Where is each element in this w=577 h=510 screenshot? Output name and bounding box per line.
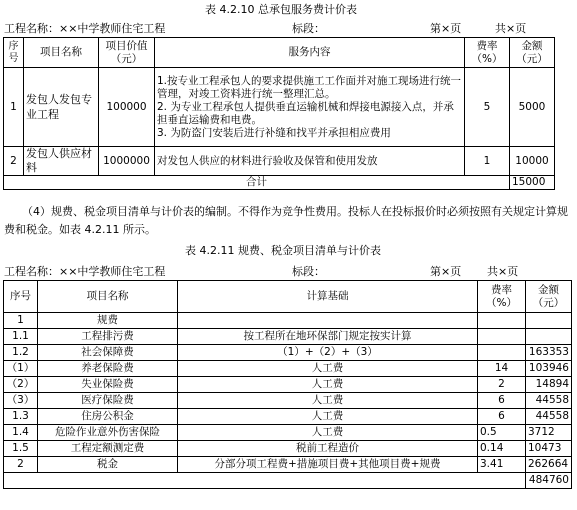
table2-header-name: 项目名称 <box>38 281 178 313</box>
body-paragraph: （4）规费、税金项目清单与计价表的编制。不得作为竞争性费用。投标人在投标报价时必须按照有关规定计算规费和税金。如表 4.2.11 所示。 <box>4 205 568 236</box>
table2-cell-basis: 人工费 <box>178 361 478 377</box>
table2-cell-amount: 103946 <box>526 361 572 377</box>
table2-cell-amount: 44558 <box>526 409 572 425</box>
table1-cell-service <box>155 68 465 147</box>
table1-total-amount: 15000 <box>510 176 555 190</box>
table1-section-label: 标段： <box>292 22 325 35</box>
table1-cell-name: 发包人供应材料 <box>24 147 99 176</box>
table1-cell-service <box>155 147 465 176</box>
table2-total-spacer <box>4 473 526 489</box>
table1-header-name: 项目名称 <box>24 38 99 68</box>
table2-cell-name: 工程定额测定费 <box>38 441 178 457</box>
table-row <box>4 329 572 345</box>
table2-header-row <box>4 281 572 313</box>
table2-cell-amount: 10473 <box>526 441 572 457</box>
table2-cell-name: 失业保险费 <box>38 377 178 393</box>
table2-cell-name: 医疗保险费 <box>38 393 178 409</box>
table2-cell-rate: 14 <box>478 361 526 377</box>
table2-cell-basis: （1）+（2）+（3） <box>178 345 478 361</box>
table1-cell-value: 100000 <box>99 68 155 147</box>
table2-cell-basis <box>178 313 478 329</box>
table1-cell-amount: 10000 <box>510 147 555 176</box>
table1-header-row <box>4 38 555 68</box>
table2-header-rate: 费率（%） <box>478 281 526 313</box>
table2-total-row <box>4 473 572 489</box>
table1-cell-rate: 1 <box>465 147 510 176</box>
table-row <box>4 377 572 393</box>
service-line: 3. 为防盗门安装后进行补缝和找平并承担相应费用 <box>157 126 391 139</box>
table2-cell-name: 住房公积金 <box>38 409 178 425</box>
table2-cell-no: 1.4 <box>4 425 38 441</box>
table2-cell-no: （1） <box>4 361 38 377</box>
table2-cell-rate: 3.41 <box>478 457 526 473</box>
table2-header-no: 序号 <box>4 281 38 313</box>
table2-cell-amount: 3712 <box>526 425 572 441</box>
table2-cell-name: 税金 <box>38 457 178 473</box>
table2-cell-basis: 人工费 <box>178 377 478 393</box>
table-row <box>4 457 572 473</box>
table2-project-label: 工程名称：××中学教师住宅工程 <box>4 265 166 278</box>
table-row <box>4 68 555 147</box>
table1-total-label: 合计 <box>4 176 510 190</box>
table2-cell-no: 1.2 <box>4 345 38 361</box>
service-line: 1.按专业工程承包人的要求提供施工工作面并对施工现场进行统一管理，对竣工资料进行统一整理汇总。 <box>157 74 462 100</box>
table2-cell-name: 工程排污费 <box>38 329 178 345</box>
table-row <box>4 441 572 457</box>
table2-cell-rate: 0.14 <box>478 441 526 457</box>
table1-header-service: 服务内容 <box>155 38 465 68</box>
table2-header-basis: 计算基础 <box>178 281 478 313</box>
table1-total-pages-label: 共×页 <box>495 22 527 35</box>
table2-page-label: 第×页 <box>430 265 462 278</box>
table2-total-pages-label: 共×页 <box>487 265 519 278</box>
table1-cell-no: 2 <box>4 147 24 176</box>
table2-cell-amount: 163353 <box>526 345 572 361</box>
table2-cell-rate: 6 <box>478 393 526 409</box>
table-row <box>4 345 572 361</box>
table2-cell-basis: 税前工程造价 <box>178 441 478 457</box>
table1-title: 表 4.2.10 总承包服务费计价表 <box>205 3 357 16</box>
table2-cell-name: 养老保险费 <box>38 361 178 377</box>
table2-cell-name: 规费 <box>38 313 178 329</box>
table2-cell-rate <box>478 313 526 329</box>
table-row <box>4 313 572 329</box>
service-line: 对发包人供应的材料进行验收及保管和使用发放 <box>157 154 378 167</box>
table2-cell-basis: 按工程所在地环保部门规定按实计算 <box>178 329 478 345</box>
table2-cell-basis: 人工费 <box>178 425 478 441</box>
table2-cell-name: 危险作业意外伤害保险 <box>38 425 178 441</box>
table-row <box>4 425 572 441</box>
table1-cell-no: 1 <box>4 68 24 147</box>
table2-cell-no: 1.3 <box>4 409 38 425</box>
table1-cell-value: 1000000 <box>99 147 155 176</box>
table2-cell-no: 1 <box>4 313 38 329</box>
table1-header-no: 序号 <box>4 38 24 68</box>
table-row <box>4 361 572 377</box>
service-line: 2. 为专业工程承包人提供垂直运输机械和焊接电源接入点，并承担垂直运输费和电费。 <box>157 100 454 126</box>
table2-cell-rate: 2 <box>478 377 526 393</box>
table1-cell-name: 发包人发包专业工程 <box>24 68 99 147</box>
table2-title: 表 4.2.11 规费、税金项目清单与计价表 <box>185 244 381 257</box>
table2-cell-basis: 人工费 <box>178 393 478 409</box>
table-row <box>4 409 572 425</box>
table1-cell-amount: 5000 <box>510 68 555 147</box>
table2-cell-basis: 分部分项工程费+措施项目费+其他项目费+规费 <box>178 457 478 473</box>
table1-project-label: 工程名称：××中学教师住宅工程 <box>4 22 166 35</box>
table1-header-amount: 金额（元） <box>510 38 555 68</box>
table2-cell-rate <box>478 345 526 361</box>
table2-cell-no: 1.5 <box>4 441 38 457</box>
table2-cell-amount: 262664 <box>526 457 572 473</box>
table2-cell-name: 社会保障费 <box>38 345 178 361</box>
table2-cell-no: （2） <box>4 377 38 393</box>
table2-cell-amount: 14894 <box>526 377 572 393</box>
table2-header-amount: 金额（元） <box>526 281 572 313</box>
table2-cell-rate: 6 <box>478 409 526 425</box>
table2-total-amount: 484760 <box>526 473 572 489</box>
table2-cell-basis: 人工费 <box>178 409 478 425</box>
table2 <box>3 280 572 489</box>
table1-cell-rate: 5 <box>465 68 510 147</box>
table2-section-label: 标段： <box>292 265 325 278</box>
table2-cell-amount: 44558 <box>526 393 572 409</box>
table1-header-rate: 费率（%） <box>465 38 510 68</box>
table1-page-label: 第×页 <box>430 22 462 35</box>
table-row <box>4 393 572 409</box>
table2-cell-rate <box>478 329 526 345</box>
table1 <box>3 37 555 190</box>
table2-cell-no: （3） <box>4 393 38 409</box>
table2-cell-amount <box>526 313 572 329</box>
table2-cell-no: 2 <box>4 457 38 473</box>
table-row <box>4 147 555 176</box>
table2-cell-amount <box>526 329 572 345</box>
table2-cell-rate: 0.5 <box>478 425 526 441</box>
table2-cell-no: 1.1 <box>4 329 38 345</box>
table1-total-row <box>4 176 555 190</box>
table1-header-value: 项目价值（元） <box>99 38 155 68</box>
